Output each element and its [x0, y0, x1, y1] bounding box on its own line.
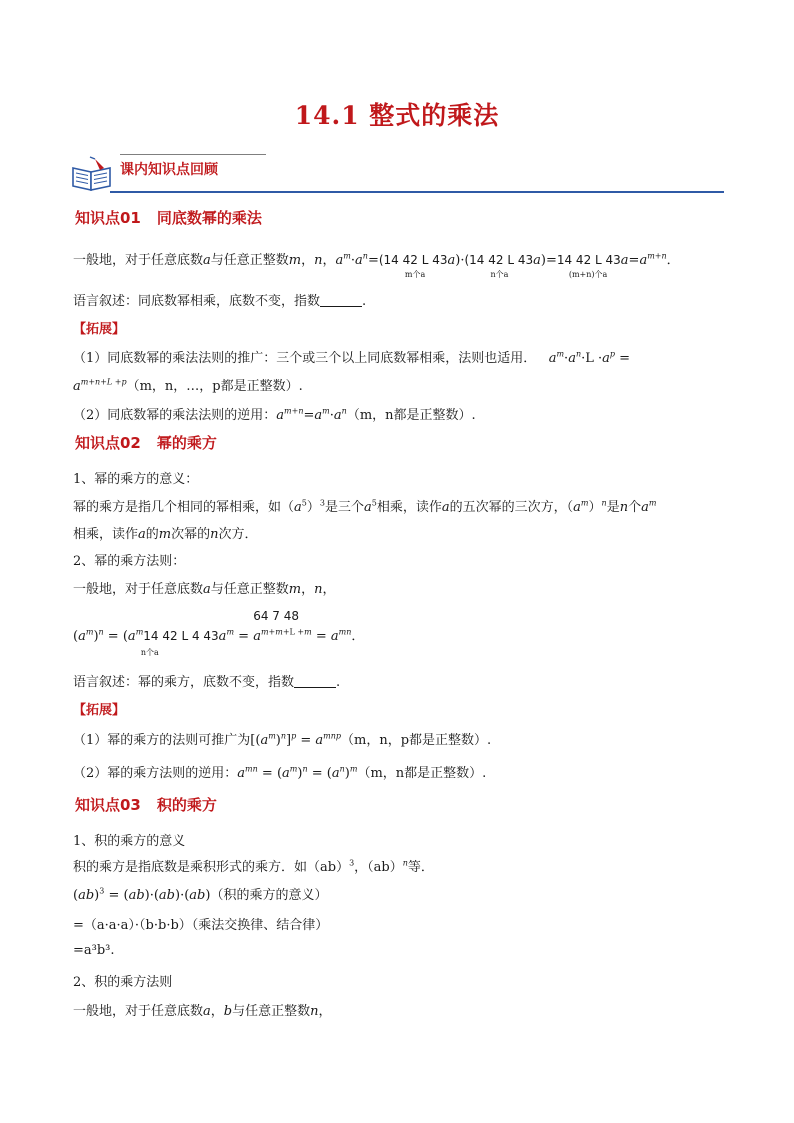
section-heading-3: 知识点03 积的乘方: [75, 796, 217, 814]
s2-formula: $(a^m)^n = (a^m14$ 42 L 4 $43a^m$ n个a = 64 7 48 $a^{m+m+L +m} = a^{mn}$．: [73, 609, 365, 657]
answer-blank[interactable]: [320, 294, 362, 307]
section-banner: [70, 150, 724, 195]
s3-rule-line: 一般地，对于任意底数a，b与任意正整数n，: [73, 1004, 332, 1019]
s1-ext1b: $a^{m+n+L +p}(m$，n，…，p都是正整数）.: [73, 377, 303, 394]
book-icon: [70, 156, 114, 192]
s2-extension-label: 【拓展】: [73, 703, 126, 718]
banner-top-line: [120, 154, 266, 155]
answer-blank-2[interactable]: [294, 675, 336, 688]
banner-rule: [110, 191, 724, 193]
page-title: 14.1 整式的乘法: [294, 101, 500, 130]
s2-verbal: 语言叙述：幂的乘方，底数不变，指数 .: [73, 675, 341, 690]
s2-meaning: 幂的乘方是指几个相同的幂相乘，如$(a^5)^3$是三个$a^5$相乘，读作a的五次幂的三次方，$(a^m)^n$是n个$a^m$: [73, 498, 657, 515]
s1-ext1: （1）同底数幂的乘法法则的推广：三个或三个以上同底数幂相乘，法则也适用． $a^m\cdot a^n\cdot L \cdot a^p$ =: [73, 349, 631, 366]
s1-verbal: 语言叙述：同底数幂相乘，底数不变，指数 .: [73, 294, 367, 309]
s3-meaning: 积的乘方是指底数是乘积形式的乘方．如（ab）$^3$，（ab）$^n$等．: [73, 858, 434, 875]
section-heading-1: 知识点01 同底数幂的乘法: [75, 209, 262, 227]
s1-extension-label: 【拓展】: [73, 322, 126, 337]
s1-ext2: （2）同底数幂的乘法法则的逆用：$a^{m+n}=a^m\cdot a^n(m$，n都是正整数）.: [73, 406, 476, 423]
s2-rule-line: 一般地，对于任意底数a与任意正整数m，n，: [73, 582, 336, 597]
s3-sub1: 1、积的乘方的意义: [73, 834, 186, 849]
s2-sub2: 2、幂的乘方法则：: [73, 554, 186, 569]
s3-sub2: 2、积的乘方法则: [73, 975, 173, 990]
s2-ext1: （1）幂的乘方的法则可推广为$[(a^m)^n]^p = a^{mnp}(m$，n，p都是正整数）.: [73, 731, 492, 748]
s2-sub1: 1、幂的乘方的意义：: [73, 472, 199, 487]
s3-step1: (ab)$^3$ = (ab)·(ab)·(ab)（积的乘方的意义）: [73, 886, 328, 903]
s2-ext2: （2）幂的乘方法则的逆用：$a^{mn} = (a^m)^n = (a^n)^m(m$，n都是正整数）.: [73, 764, 487, 781]
s2-meaning2: 相乘，读作a的m次幂的n次方．: [73, 527, 258, 542]
s3-step3: =a³b³.: [73, 943, 115, 958]
s1-line1: 一般地，对于任意底数a与任意正整数m，n，$a^m\cdot a^n=(14$ 42 L 43a) m个a ·(14 42 L 43a) n个a =14 42 L 43a (m+n)个a $=a^{m+n}$．: [73, 251, 680, 279]
section-heading-2: 知识点02 幂的乘方: [75, 434, 217, 452]
banner-label: 课内知识点回顾: [120, 162, 218, 178]
s3-step2: =（a·a·a）·（b·b·b）（乘法交换律、结合律）: [73, 918, 329, 933]
